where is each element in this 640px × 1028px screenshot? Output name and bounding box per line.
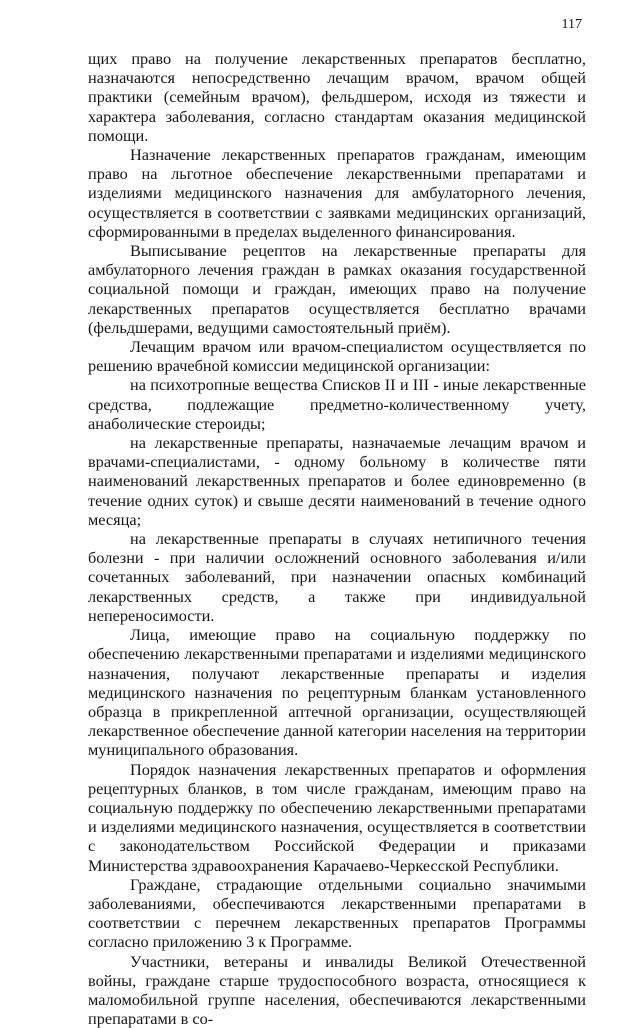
list-item-psychotropic: на психотропные вещества Списков II и III - иные лекарственные средства, подлежащие предметно-количественному учету, анаболические стероиды;: [88, 375, 586, 433]
paragraph-socially-significant: Граждане, страдающие отдельными социально значимыми заболеваниями, обеспечиваются лекарственными препаратами в соответствии с перечнем лекарственных препаратов Программы согласно приложению 3 к Программе.: [88, 874, 586, 952]
paragraph-commission-decision: Лечащим врачом или врачом-специалистом осуществляется по решению врачебной комиссии медицинской организации:: [88, 337, 586, 376]
body-text: [88, 49, 586, 1028]
paragraph-continuation: щих право на получение лекарственных препаратов бесплатно, назначаются непосредственно лечащим врачом, врачом общей практики (семейным врачом), фельдшером, исходя из тяжести и характера заболевания, согласно стандартам оказания медицинской помощи.: [88, 49, 586, 145]
page-number: 117: [561, 17, 582, 32]
paragraph-veterans: Участники, ветераны и инвалиды Великой Отечественной войны, граждане старше трудоспособного возраста, относящиеся к маломобильной группе населения, обеспечиваются лекарственными препаратами в со-: [88, 951, 586, 1028]
paragraph-prescription-assignment: Назначение лекарственных препаратов гражданам, имеющим право на льготное обеспечение лекарственными препаратами и изделиями медицинского назначения для амбулаторного лечения, осуществляется в соответствии с заявками медицинских организаций, сформированными в пределах выделенного финансирования.: [88, 145, 586, 241]
paragraph-social-support: Лица, имеющие право на социальную поддержку по обеспечению лекарственными препаратами и изделиями медицинского назначения, получают лекарственные препараты и изделия медицинского назначения по рецептурным бланкам установленного образца в прикрепленной аптечной организации, осуществляющей лекарственное обеспечение данной категории населения на территории муниципального образования.: [88, 625, 586, 760]
paragraph-prescription-writing: Выписывание рецептов на лекарственные препараты для амбулаторного лечения граждан в рамках оказания государственной социальной помощи и граждан, имеющих право на получение лекарственных препаратов осуществляется бесплатно врачами (фельдшерами, ведущими самостоятельный приём).: [88, 241, 586, 337]
list-item-multiple-drugs: на лекарственные препараты, назначаемые лечащим врачом и врачами-специалистами, - одному больному в количестве пяти наименований лекарственных препаратов и более единовременно (в течение одних суток) и свыше десяти наименований в течение одного месяца;: [88, 433, 586, 529]
list-item-atypical-course: на лекарственные препараты в случаях нетипичного течения болезни - при наличии осложнений основного заболевания и/или сочетанных заболеваний, при назначении опасных комбинаций лекарственных средств, а также при индивидуальной непереносимости.: [88, 529, 586, 625]
paragraph-procedure: Порядок назначения лекарственных препаратов и оформления рецептурных бланков, в том числе гражданам, имеющим право на социальную поддержку по обеспечению лекарственными препаратами и изделиями медицинского назначения, осуществляется в соответствии с законодательством Российской Федерации и приказами Министерства здравоохранения Карачаево-Черкесской Республики.: [88, 759, 586, 875]
